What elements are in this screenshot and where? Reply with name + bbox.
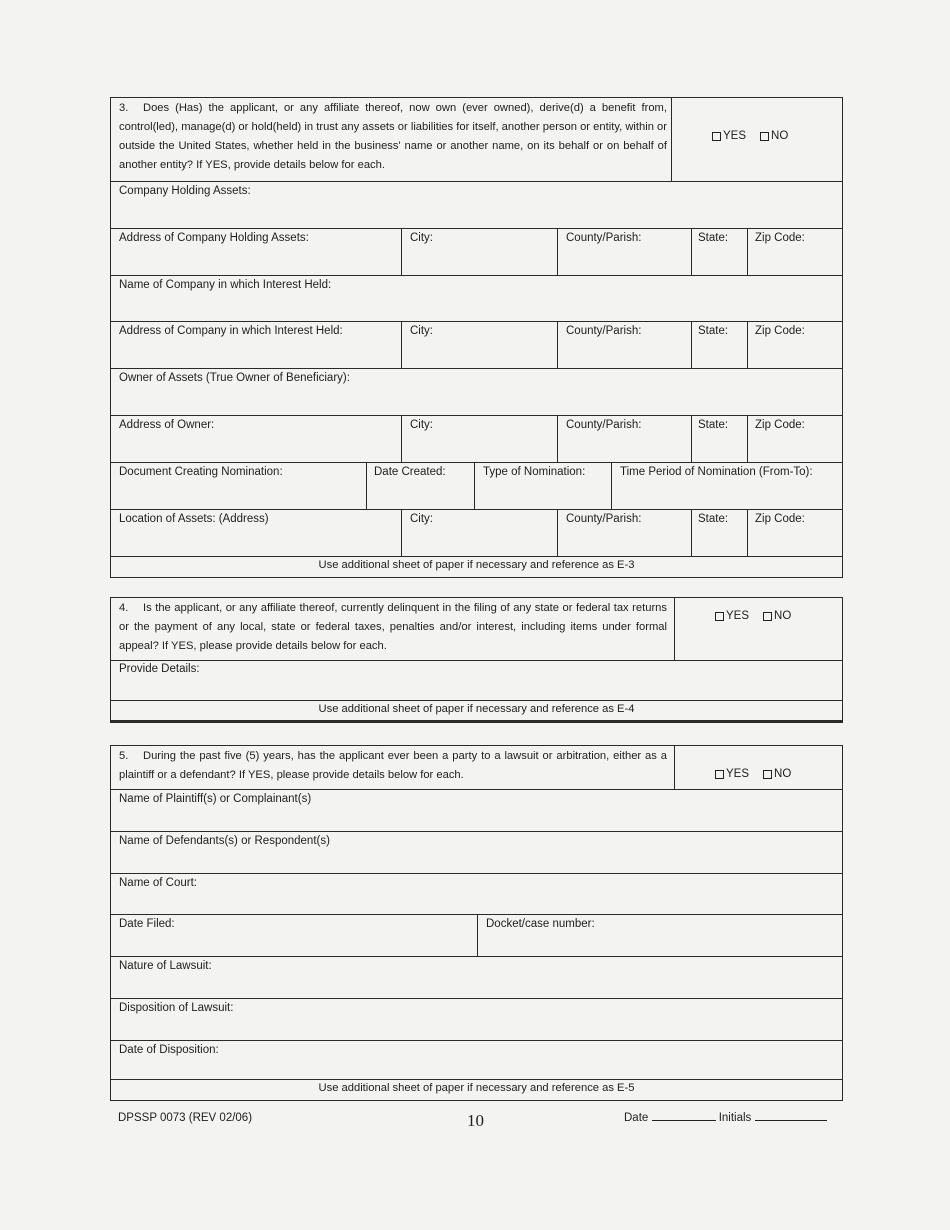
section-5-yes-no — [715, 768, 791, 780]
date-filed-field[interactable] — [119, 917, 175, 931]
address-owner-field[interactable] — [119, 418, 214, 432]
section-5 — [110, 745, 843, 1101]
section-5-no-label: NO — [774, 768, 792, 780]
zip-label: Zip Code: — [755, 513, 805, 525]
date-disposition-label: Date of Disposition: — [119, 1044, 219, 1056]
disposition-field[interactable] — [119, 1001, 233, 1015]
county-label: County/Parish: — [566, 419, 642, 431]
county-field-2[interactable] — [566, 324, 641, 338]
section-3 — [110, 97, 843, 578]
section-3-question-text: Does (Has) the applicant, or any affiliate thereof, now own (ever owned), derive(d) a benefit from, control(led), manage(d) or hold(held) in trust any assets or liabilities for itself, another person or entity, within or outside the United States, whether held in the business' name or another name, on its behalf or on behalf of another entity? If YES, provide details below for each. — [119, 102, 667, 171]
provide-details-field[interactable] — [119, 662, 200, 676]
defendants-label: Name of Defendants(s) or Respondent(s) — [119, 835, 330, 847]
section-3-number: 3. — [119, 102, 129, 114]
owner-of-assets-field[interactable] — [119, 371, 350, 385]
nature-field[interactable] — [119, 959, 212, 973]
state-label: State: — [698, 513, 729, 525]
docket-label: Docket/case number: — [486, 918, 595, 930]
court-label: Name of Court: — [119, 877, 197, 889]
document-nomination-field[interactable] — [119, 465, 283, 479]
city-label: City: — [410, 419, 433, 431]
section-5-yes-checkbox[interactable] — [715, 770, 724, 779]
address-owner-label: Address of Owner: — [119, 419, 215, 431]
company-holding-assets-label: Company Holding Assets: — [119, 185, 251, 197]
city-field-2[interactable] — [410, 324, 433, 338]
zip-field-2[interactable] — [755, 324, 805, 338]
zip-field-1[interactable] — [755, 231, 805, 245]
owner-of-assets-label: Owner of Assets (True Owner of Beneficiary): — [119, 372, 350, 384]
page-number: 10 — [467, 1111, 484, 1130]
company-interest-label: Name of Company in which Interest Held: — [119, 279, 332, 291]
date-created-field[interactable] — [374, 465, 446, 479]
zip-label: Zip Code: — [755, 232, 805, 244]
date-disposition-field[interactable] — [119, 1043, 219, 1057]
time-period-field[interactable] — [620, 465, 813, 479]
address-company-interest-label: Address of Company in which Interest Held: — [119, 325, 343, 337]
city-label: City: — [410, 513, 433, 525]
county-label: County/Parish: — [566, 232, 642, 244]
court-field[interactable] — [119, 876, 197, 890]
section-5-question-text: During the past five (5) years, has the applicant ever been a party to a lawsuit or arbitration, either as a plaintiff or a defendant? If YES, please provide details below for each. — [119, 750, 667, 781]
disposition-label: Disposition of Lawsuit: — [119, 1002, 234, 1014]
plaintiffs-field[interactable] — [119, 792, 311, 806]
nature-label: Nature of Lawsuit: — [119, 960, 212, 972]
city-field-3[interactable] — [410, 418, 433, 432]
state-label: State: — [698, 325, 729, 337]
section-4-note: Use additional sheet of paper if necessary and reference as E-4 — [318, 703, 635, 715]
time-period-label: Time Period of Nomination (From-To): — [620, 466, 813, 478]
zip-label: Zip Code: — [755, 419, 805, 431]
section-4-yes-checkbox[interactable] — [715, 612, 724, 621]
city-label: City: — [410, 232, 433, 244]
section-4-number: 4. — [119, 602, 129, 614]
date-created-label: Date Created: — [374, 466, 446, 478]
initials-blank[interactable] — [755, 1110, 827, 1121]
section-5-number: 5. — [119, 750, 129, 762]
section-5-question — [119, 747, 667, 785]
date-label: Date — [624, 1112, 649, 1124]
date-filed-label: Date Filed: — [119, 918, 175, 930]
section-3-no-label: NO — [771, 130, 789, 142]
plaintiffs-label: Name of Plaintiff(s) or Complainant(s) — [119, 793, 312, 805]
section-5-yes-label: YES — [726, 768, 750, 780]
state-field-2[interactable] — [698, 324, 728, 338]
section-4-question-text: Is the applicant, or any affiliate thereof, currently delinquent in the filing of any state or federal tax returns or the payment of any local, state or federal taxes, penalties and/or interest, including items under formal appeal? If YES, please provide details below for each. — [119, 602, 667, 652]
section-5-no-checkbox[interactable] — [763, 770, 772, 779]
initials-label: Initials — [718, 1112, 752, 1124]
document-nomination-label: Document Creating Nomination: — [119, 466, 283, 478]
zip-label: Zip Code: — [755, 325, 805, 337]
section-4-no-label: NO — [774, 610, 792, 622]
state-field-3[interactable] — [698, 418, 728, 432]
address-company-holding-field[interactable] — [119, 231, 309, 245]
section-3-question — [119, 99, 667, 175]
county-field-4[interactable] — [566, 512, 641, 526]
defendants-field[interactable] — [119, 834, 330, 848]
type-nomination-label: Type of Nomination: — [483, 466, 586, 478]
section-5-note: Use additional sheet of paper if necessary and reference as E-5 — [318, 1082, 635, 1094]
section-4 — [110, 597, 843, 723]
county-field-1[interactable] — [566, 231, 641, 245]
city-label: City: — [410, 325, 433, 337]
state-field-4[interactable] — [698, 512, 728, 526]
address-company-holding-label: Address of Company Holding Assets: — [119, 232, 309, 244]
provide-details-label: Provide Details: — [119, 663, 200, 675]
company-holding-assets-field[interactable] — [119, 184, 251, 198]
city-field-1[interactable] — [410, 231, 433, 245]
section-4-question — [119, 599, 667, 656]
date-blank[interactable] — [652, 1110, 716, 1121]
docket-field[interactable] — [486, 917, 595, 931]
section-3-yes-no — [712, 130, 788, 142]
state-label: State: — [698, 232, 729, 244]
section-4-yes-label: YES — [726, 610, 750, 622]
location-assets-label: Location of Assets: (Address) — [119, 513, 269, 525]
location-assets-field[interactable] — [119, 512, 269, 526]
section-4-no-checkbox[interactable] — [763, 612, 772, 621]
form-id: DPSSP 0073 (REV 02/06) — [118, 1112, 253, 1124]
type-nomination-field[interactable] — [483, 465, 585, 479]
section-3-yes-checkbox[interactable] — [712, 132, 721, 141]
section-4-yes-no — [715, 610, 791, 622]
date-initials-line — [624, 1110, 827, 1124]
section-3-yes-label: YES — [723, 130, 747, 142]
county-label: County/Parish: — [566, 513, 642, 525]
company-interest-field[interactable] — [119, 278, 331, 292]
section-3-no-checkbox[interactable] — [760, 132, 769, 141]
state-field-1[interactable] — [698, 231, 728, 245]
city-field-4[interactable] — [410, 512, 433, 526]
zip-field-3[interactable] — [755, 418, 805, 432]
address-company-interest-field[interactable] — [119, 324, 343, 338]
zip-field-4[interactable] — [755, 512, 805, 526]
county-field-3[interactable] — [566, 418, 641, 432]
section-3-note: Use additional sheet of paper if necessary and reference as E-3 — [318, 559, 635, 571]
state-label: State: — [698, 419, 729, 431]
county-label: County/Parish: — [566, 325, 642, 337]
